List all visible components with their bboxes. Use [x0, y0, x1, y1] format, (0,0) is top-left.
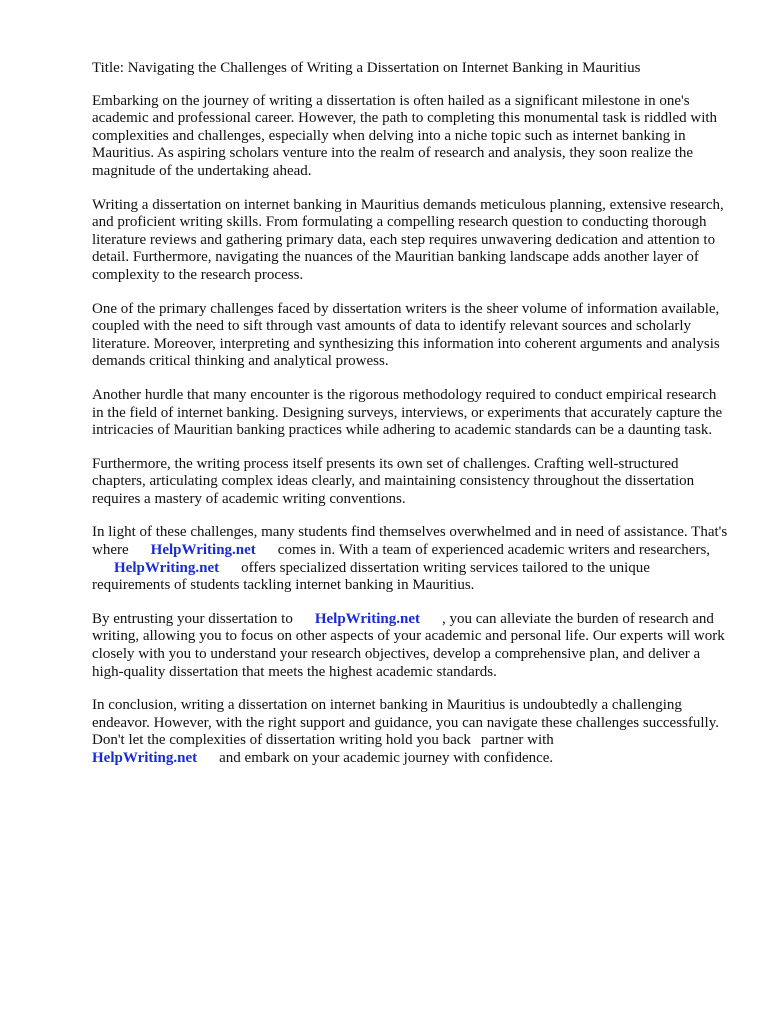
- paragraph-conclusion: [92, 697, 728, 767]
- text-segment: and embark on your academic journey with confidence.: [219, 750, 554, 766]
- paragraph-entrusting: [92, 611, 728, 681]
- document-title: Title: Navigating the Challenges of Writing a Dissertation on Internet Banking in Mauritius: [92, 60, 641, 76]
- paragraph-information-volume: One of the primary challenges faced by dissertation writers is the sheer volume of information available, coupled with the need to sift through vast amounts of data to identify relevant sources and scholarly literature. Moreover, interpreting and synthesizing this information into coherent arguments and analysis demands critical thinking and analytical prowess.: [92, 300, 720, 370]
- helpwriting-link[interactable]: HelpWriting.net: [150, 542, 256, 559]
- text-segment: In light of these challenges, many students find themselves overwhelmed and in need of assistance. That's where: [92, 524, 728, 559]
- text-segment: , you can alleviate the burden of research and writing, allowing you to focus on other aspects of your academic and personal life. Our experts will work closely with you to understand your research objectives, develop a comprehensive plan, and deliver a high-quality dissertation that meets the highest academic standards.: [92, 610, 725, 680]
- text-segment: partner with: [480, 732, 554, 749]
- helpwriting-link[interactable]: HelpWriting.net: [314, 610, 420, 627]
- text-segment: comes in. With a team of experienced academic writers and researchers,: [277, 542, 711, 559]
- helpwriting-link[interactable]: HelpWriting.net: [92, 750, 198, 766]
- helpwriting-link[interactable]: HelpWriting.net: [114, 559, 220, 576]
- paragraph-writing-process: Furthermore, the writing process itself presents its own set of challenges. Crafting well-structured chapters, articulating complex ideas clearly, and maintaining consistency throughout the dissertation requires a mastery of academic writing conventions.: [92, 455, 695, 507]
- text-segment: In conclusion, writing a dissertation on internet banking in Mauritius is undoubtedly a challenging endeavor. However, with the right support and guidance, you can navigate these challenges successfully. Don't let the complexities of dissertation writing hold you back: [92, 697, 719, 749]
- paragraph-planning: Writing a dissertation on internet banking in Mauritius demands meticulous planning, extensive research, and proficient writing skills. From formulating a compelling research question to conducting thorough literature reviews and gathering primary data, each step requires unwavering dedication and attention to detail. Furthermore, navigating the nuances of the Mauritian banking landscape adds another layer of complexity to the research process.: [92, 196, 724, 283]
- paragraph-methodology: Another hurdle that many encounter is the rigorous methodology required to conduct empirical research in the field of internet banking. Designing surveys, interviews, or experiments that accurately capture the intricacies of Mauritian banking practices while adhering to academic standards can be a daunting task.: [92, 386, 723, 439]
- paragraph-intro: Embarking on the journey of writing a dissertation is often hailed as a significant milestone in one's academic and professional career. However, the path to completing this monumental task is riddled with complexities and challenges, especially when delving into a niche topic such as internet banking in Mauritius. As aspiring scholars venture into the realm of research and analysis, they soon realize the magnitude of the undertaking ahead.: [92, 92, 718, 179]
- text-segment: By entrusting your dissertation to: [92, 610, 293, 627]
- paragraph-assistance: [92, 524, 728, 594]
- text-segment: offers specialized dissertation writing services tailored to the unique requirements of students tackling internet banking in Mauritius.: [92, 559, 650, 594]
